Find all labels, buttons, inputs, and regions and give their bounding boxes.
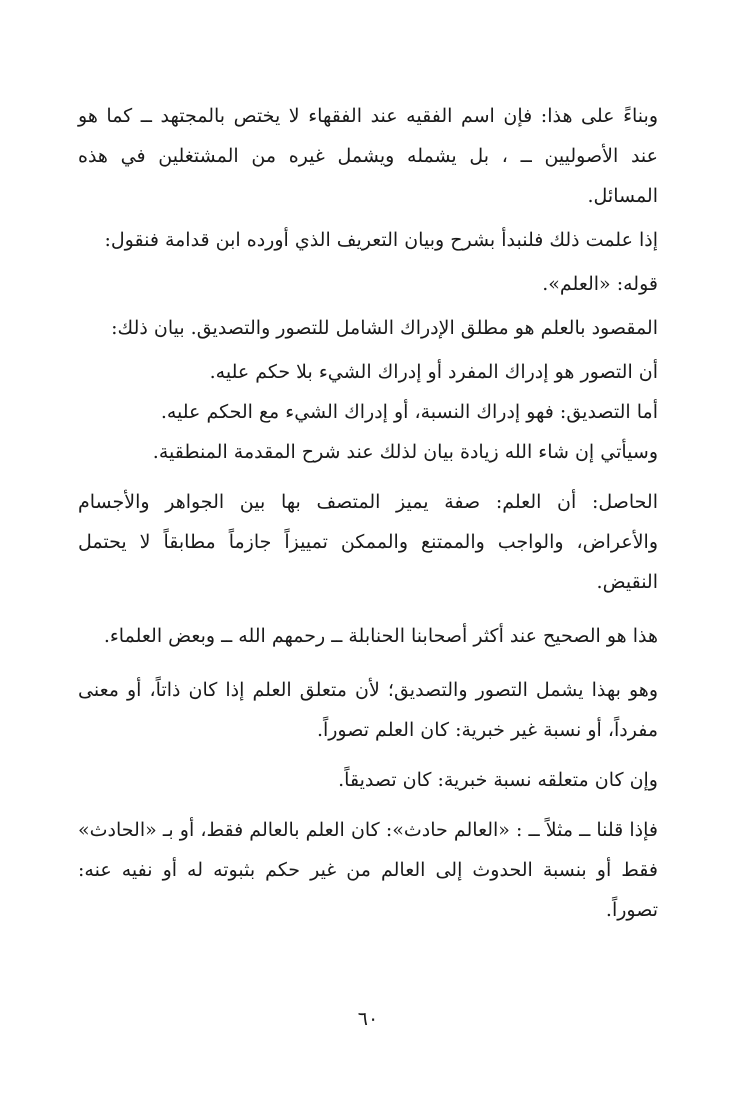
paragraph-correct-view: هذا هو الصحيح عند أكثر أصحابنا الحنابلة ــ رحمهم الله ــ وبعض العلماء. xyxy=(103,625,658,647)
page-number: ٦٠ xyxy=(357,1008,379,1030)
paragraph-qawluhu: قوله: «العلم». xyxy=(542,273,658,295)
paragraph-example: فإذا قلنا ــ مثلاً ــ : «العالم حادث»: كان العلم بالعالم فقط، أو بـ «الحادث» فقط أو بنسبة الحدوث إلى العالم من غير حكم بثبوته له أو نفيه عنه: تصوراً. xyxy=(78,819,658,921)
paragraph-conclusion: الحاصل: أن العلم: صفة يميز المتصف بها بين الجواهر والأجسام والأعراض، والواجب والممتنع والممكن تمييزاً جازماً مطابقاً لا يحتمل النقيض. xyxy=(78,491,658,593)
paragraph-tasdiq: أما التصديق: فهو إدراك النسبة، أو إدراك الشيء مع الحكم عليه. xyxy=(160,401,658,423)
paragraph-further-explanation: وسيأتي إن شاء الله زيادة بيان لذلك عند شرح المقدمة المنطقية. xyxy=(152,441,658,463)
paragraph-definition-intro: إذا علمت ذلك فلنبدأ بشرح وبيان التعريف الذي أورده ابن قدامة فنقول: xyxy=(104,229,658,251)
paragraph-tasawwur: أن التصور هو إدراك المفرد أو إدراك الشيء بلا حكم عليه. xyxy=(209,361,658,383)
paragraph-includes-both: وهو بهذا يشمل التصور والتصديق؛ لأن متعلق العلم إذا كان ذاتاً، أو معنى مفرداً، أو نسبة غير خبرية: كان العلم تصوراً. xyxy=(78,679,658,741)
page-body xyxy=(78,96,658,930)
paragraph-knowledge-meaning: المقصود بالعلم هو مطلق الإدراك الشامل للتصور والتصديق. بيان ذلك: xyxy=(111,317,658,339)
paragraph-khabari: وإن كان متعلقه نسبة خبرية: كان تصديقاً. xyxy=(338,769,658,791)
paragraph-mujtahid: وبناءً على هذا: فإن اسم الفقيه عند الفقهاء لا يختص بالمجتهد ــ كما هو عند الأصوليين ــ ، بل يشمله ويشمل غيره من المشتغلين في هذه المسائل. xyxy=(78,105,658,207)
